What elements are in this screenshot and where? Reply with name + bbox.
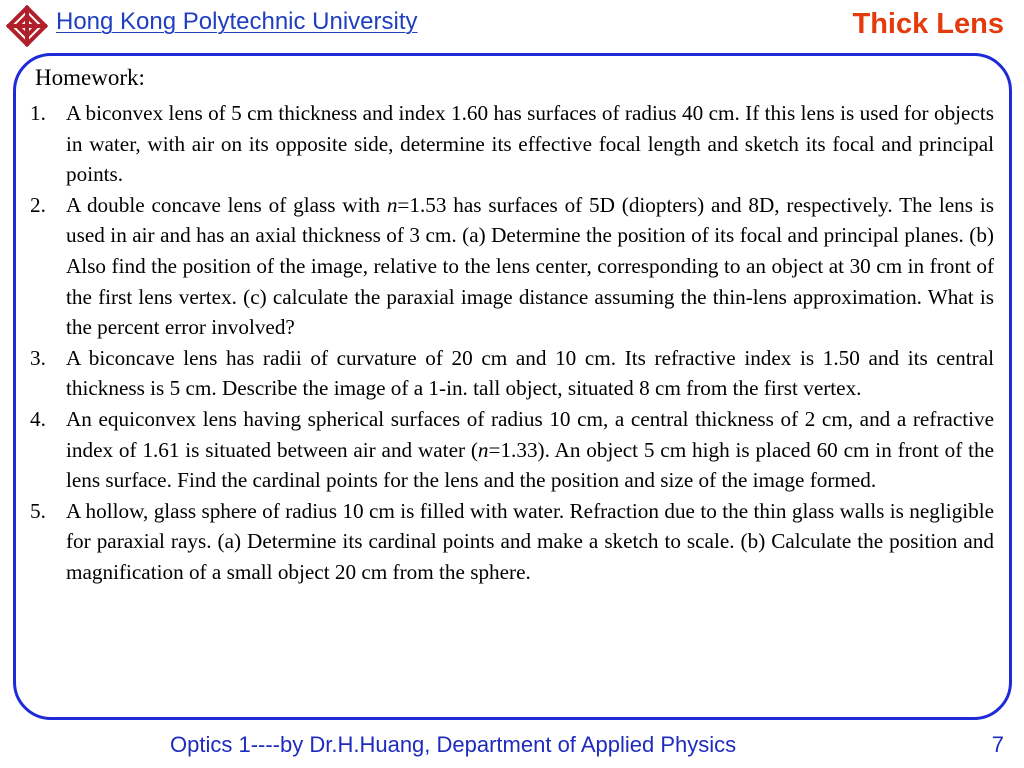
item-text — [66, 404, 994, 496]
item-number: 5. — [30, 498, 46, 523]
homework-item — [30, 404, 994, 496]
item-text — [66, 190, 994, 343]
homework-list — [30, 98, 994, 588]
university-link[interactable]: Hong Kong Polytechnic University — [56, 8, 418, 35]
item-number: 1. — [30, 101, 46, 125]
refractive-index-symbol: n — [477, 437, 489, 462]
item-text-part: A double concave lens of glass with — [66, 192, 387, 217]
item-text: A biconcave lens has radii of curvature of 20 cm and 10 cm. Its refractive index is 1.50 and its central thickness is 5 cm. Describe the image of a 1-in. tall object, situated 8 cm from the first vertex. — [66, 345, 994, 401]
item-text-part: =1.33). An object 5 cm high is placed 60 cm in front of the lens surface. Find the cardinal points for the lens and the position and size of the image formed. — [66, 437, 994, 493]
item-text-part: An equiconvex lens having spherical surfaces of radius 10 cm, a central thickness of 2 cm, and a refractive index of 1.61 is situated between air and water ( — [66, 406, 994, 462]
item-text: A hollow, glass sphere of radius 10 cm is filled with water. Refraction due to the thin glass walls is negligible for paraxial rays. (a) Determine its cardinal points and make a sketch to scale. (b) Calculate the position and magnification of a small object 20 cm from the sphere. — [66, 498, 994, 584]
refractive-index-symbol: n — [386, 192, 398, 217]
homework-item — [30, 343, 994, 404]
homework-heading: Homework: — [35, 65, 145, 90]
item-number: 4. — [30, 406, 46, 431]
footer-text: Optics 1----by Dr.H.Huang, Department of Applied Physics — [170, 732, 737, 757]
item-text-part: =1.53 has surfaces of 5D (diopters) and 8D, respectively. The lens is used in air and has an axial thickness of 3 cm. (a) Determine the position of its focal and principal planes. (b) Also find the position of the image, relative to the lens center, corresponding to an object at 30 cm in front of the first lens vertex. (c) calculate the paraxial image distance assuming the thin-lens approximation. What is the percent error involved? — [66, 192, 994, 340]
homework-item — [30, 190, 994, 343]
page-number: 7 — [991, 732, 1004, 757]
homework-item — [30, 98, 994, 190]
slide-title: Thick Lens — [852, 8, 1004, 40]
homework-item — [30, 496, 994, 588]
item-number: 2. — [30, 192, 46, 217]
item-text: A biconvex lens of 5 cm thickness and index 1.60 has surfaces of radius 40 cm. If this lens is used for objects in water, with air on its opposite side, determine its effective focal length and sketch its focal and principal points. — [66, 101, 994, 187]
polyu-logo-icon — [2, 2, 52, 50]
item-number: 3. — [30, 345, 46, 370]
